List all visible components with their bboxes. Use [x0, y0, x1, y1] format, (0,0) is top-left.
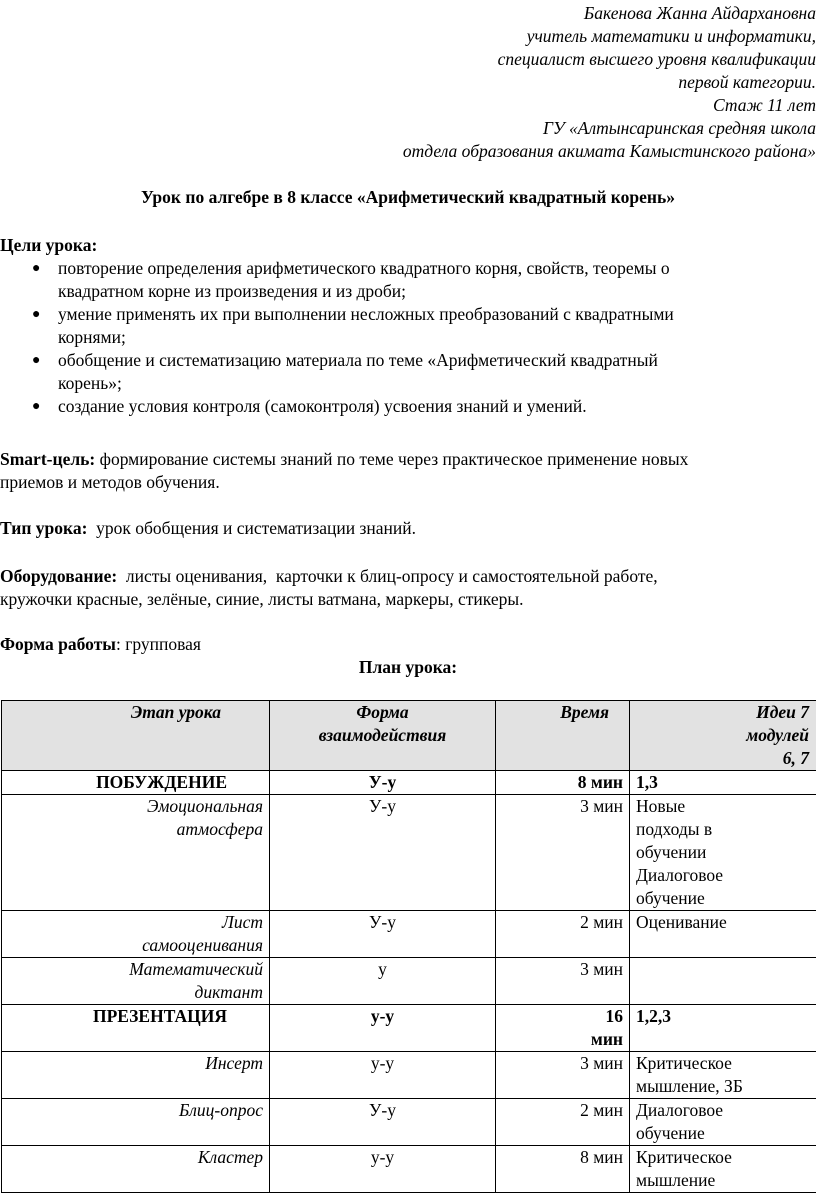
- cell-ideas: Критическое мышление, ЗБ: [630, 1052, 816, 1099]
- plan-title: План урока:: [358, 657, 458, 677]
- cell-stage: Математический диктант: [2, 958, 270, 1005]
- smart-goal-label: Smart-цель:: [0, 449, 96, 469]
- cell-ideas: Новые подходы в обучении Диалоговое обучение: [630, 795, 816, 911]
- cell-time: 16 мин: [496, 1005, 630, 1052]
- cell-ideas: Критическое мышление: [630, 1146, 816, 1193]
- cell-form: у-у: [270, 1052, 496, 1099]
- table-row: [2, 958, 816, 1005]
- work-form-text: : групповая: [115, 634, 201, 654]
- author-school: ГУ «Алтынсаринская средняя школа: [542, 118, 816, 138]
- cell-time: 8 мин: [496, 1146, 630, 1193]
- smart-goal-text-2: приемов и методов обучения.: [0, 472, 220, 492]
- cell-form: У-у: [270, 771, 496, 795]
- author-block: [116, 2, 816, 163]
- equipment-label: Оборудование:: [0, 566, 118, 586]
- lesson-plan-body: [2, 701, 816, 1193]
- cell-ideas: Диалоговое обучение: [630, 1099, 816, 1146]
- goal-item: [0, 395, 800, 418]
- author-name: Бакенова Жанна Айдархановна: [583, 3, 816, 23]
- cell-ideas: [630, 958, 816, 1005]
- goals-list: [0, 257, 800, 418]
- cell-stage: ПРЕЗЕНТАЦИЯ: [2, 1005, 270, 1052]
- goal-item: [0, 349, 800, 395]
- cell-ideas: 1,3: [630, 771, 816, 795]
- bullet-icon: ●: [32, 399, 41, 414]
- table-row: [2, 1052, 816, 1099]
- work-form: [0, 633, 800, 656]
- goal-item: [0, 257, 800, 303]
- goal-line: квадратном корне из произведения и из дроби;: [58, 281, 407, 301]
- author-experience: Стаж 11 лет: [713, 95, 816, 115]
- header-form: Форма взаимодействия: [270, 701, 496, 771]
- lesson-plan-table: [1, 700, 816, 1193]
- goal-line: корень»;: [58, 373, 122, 393]
- lesson-type-label: Тип урока:: [0, 518, 88, 538]
- goal-line: создание условия контроля (самоконтроля) усвоения знаний и умений.: [58, 396, 587, 416]
- cell-stage: Кластер: [2, 1146, 270, 1193]
- cell-form: у: [270, 958, 496, 1005]
- cell-time: 2 мин: [496, 1099, 630, 1146]
- cell-form: у-у: [270, 1005, 496, 1052]
- cell-time: 3 мин: [496, 795, 630, 911]
- author-category: первой категории.: [678, 72, 816, 92]
- goal-line: повторение определения арифметического квадратного корня, свойств, теоремы о: [58, 258, 670, 278]
- cell-stage: Эмоциональная атмосфера: [2, 795, 270, 911]
- equipment: [0, 565, 800, 611]
- cell-form: У-у: [270, 911, 496, 958]
- equipment-text-2: кружочки красные, зелёные, синие, листы ватмана, маркеры, стикеры.: [0, 589, 524, 609]
- lesson-title: Урок по алгебре в 8 классе «Арифметический квадратный корень»: [141, 187, 675, 207]
- cell-ideas: Оценивание: [630, 911, 816, 958]
- cell-ideas: 1,2,3: [630, 1005, 816, 1052]
- table-row: [2, 1099, 816, 1146]
- author-qualification: специалист высшего уровня квалификации: [497, 49, 816, 69]
- cell-time: 2 мин: [496, 911, 630, 958]
- cell-time: 3 мин: [496, 958, 630, 1005]
- cell-time: 8 мин: [496, 771, 630, 795]
- bullet-icon: ●: [32, 261, 41, 276]
- work-form-label: Форма работы: [0, 634, 116, 654]
- goals-heading: Цели урока:: [0, 235, 98, 255]
- header-time: Время: [496, 701, 630, 771]
- header-stage: Этап урока: [2, 701, 270, 771]
- author-position: учитель математики и информатики,: [526, 26, 816, 46]
- cell-time: 3 мин: [496, 1052, 630, 1099]
- table-row: [2, 795, 816, 911]
- table-row: [2, 1146, 816, 1193]
- goal-line: обобщение и систематизацию материала по теме «Арифметический квадратный: [58, 350, 658, 370]
- table-row: [2, 911, 816, 958]
- section-row: [2, 771, 816, 795]
- table-header-row: [2, 701, 816, 771]
- cell-form: У-у: [270, 795, 496, 911]
- cell-stage: Блиц-опрос: [2, 1099, 270, 1146]
- lesson-type: [0, 517, 800, 540]
- goal-item: [0, 303, 800, 349]
- goal-line: умение применять их при выполнении несложных преобразований с квадратными: [58, 304, 674, 324]
- section-row: [2, 1005, 816, 1052]
- cell-form: у-у: [270, 1146, 496, 1193]
- bullet-icon: ●: [32, 353, 41, 368]
- cell-stage: Инсерт: [2, 1052, 270, 1099]
- bullet-icon: ●: [32, 307, 41, 322]
- cell-stage: ПОБУЖДЕНИЕ: [2, 771, 270, 795]
- smart-goal-text: формирование системы знаний по теме через практическое применение новых: [95, 449, 689, 469]
- goal-line: корнями;: [58, 327, 126, 347]
- author-department: отдела образования акимата Камыстинского района»: [402, 141, 816, 161]
- header-ideas: Идеи 7 модулей 6, 7: [630, 701, 816, 771]
- smart-goal: [0, 448, 800, 494]
- lesson-type-text: урок обобщения и систематизации знаний.: [87, 518, 416, 538]
- cell-form: У-у: [270, 1099, 496, 1146]
- cell-stage: Лист самооценивания: [2, 911, 270, 958]
- equipment-text: листы оценивания, карточки к блиц-опросу и самостоятельной работе,: [117, 566, 658, 586]
